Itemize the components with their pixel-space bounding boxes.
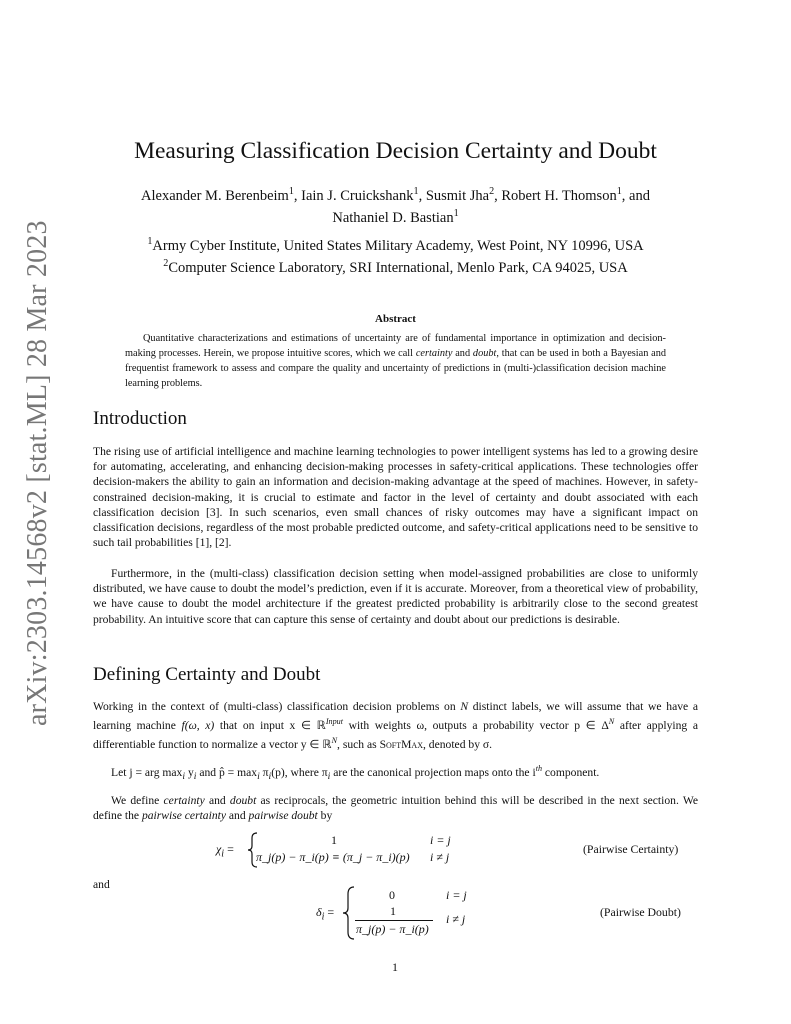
math: i [257, 771, 260, 783]
math: f(ω, x) [181, 719, 215, 733]
math-symbol: δ [316, 905, 322, 919]
equation-doubt-row1-cond [446, 888, 467, 903]
affil-mark: 1 [413, 186, 419, 197]
affiliations [70, 233, 721, 277]
equation-doubt-numerator: 1 [390, 904, 396, 918]
math: i [182, 771, 186, 783]
author-name: Alexander M. Berenbeim [141, 187, 289, 204]
text: π [259, 765, 269, 779]
math-symbol: i ≠ j [430, 850, 450, 864]
author-conjunction: , and [621, 187, 650, 204]
affil-text: Computer Science Laboratory, SRI International, Menlo Park, CA 94025, USA [168, 259, 628, 276]
text: after applying a differentiable function to normalize a vector y ∈ ℝ [93, 719, 698, 752]
text: y [185, 765, 194, 779]
abstract-text: Quantitative characterizations and estimations of uncertainty are of fundamental importance in optimization and decision-making processes. Herein, we propose intuitive scores, which we call [125, 333, 666, 359]
equation-label-certainty: (Pairwise Certainty) [583, 842, 679, 856]
author-line-1 [70, 183, 721, 205]
math: N [608, 717, 615, 727]
abstract-text: , that can be used in both a Bayesian and frequentist framework to assess and compare the quality and uncertainty of predictions in (multi-)classification decision machine learning problems. [125, 348, 667, 389]
text: with weights ω, outputs a probability vector p ∈ Δ [342, 719, 609, 733]
left-brace-icon [342, 886, 356, 940]
author-line-2 [70, 205, 721, 227]
term: pairwise certainty [141, 809, 226, 823]
abstract-body [125, 331, 666, 391]
math: i [327, 771, 331, 783]
intro-paragraph-2: Furthermore, in the (multi-class) classification decision setting when model-assigned probabilities are close to uniformly distributed, we have cause to doubt the model’s prediction, even if it is accurate. Moreover, from a theoretical view of probability, we have cause to doubt the model architecture if the greatest predicted probability is arbitrarily close to the second greatest probability. An intuitive score that can capture this sense of certainty and doubt about our predictions is desirable. [93, 567, 698, 626]
text: component. [542, 765, 600, 779]
text: that on input x ∈ ℝ [214, 719, 326, 733]
math: th [535, 764, 543, 773]
math: N [331, 736, 338, 746]
math-symbol: i = j [446, 888, 467, 902]
equation-doubt-lhs: $\delta_i$ = [316, 905, 335, 923]
math-symbol: i ≠ j [446, 912, 466, 926]
defining-paragraph-3 [93, 793, 698, 823]
affil-number: 1 [147, 236, 153, 247]
math: i [193, 771, 197, 783]
math: Input [325, 717, 343, 727]
math-symbol: π_j(p) − π_i(p) [356, 922, 429, 936]
equation-certainty-row1: 1 [331, 833, 337, 847]
text: Let j = arg max [111, 765, 183, 779]
author-name: Nathaniel D. Bastian [332, 209, 454, 226]
page-number: 1 [392, 960, 398, 974]
term: doubt [229, 794, 257, 807]
author-name: , Robert H. Thomson [494, 187, 617, 204]
term: pairwise doubt [248, 809, 318, 823]
equation-certainty-row2-cond [430, 850, 449, 865]
math-symbol: i [321, 911, 325, 923]
affil-mark: 1 [288, 186, 294, 197]
equation-certainty-lhs: $\chi_i$ = [216, 842, 234, 860]
text: , such as [337, 738, 380, 752]
author-name: , Iain J. Cruickshank [293, 187, 414, 204]
author-list [70, 183, 721, 227]
arxiv-identifier: arXiv:2303.14568v2 [stat.ML] 28 Mar 2023 [22, 220, 53, 726]
text: , denoted by σ. [423, 738, 493, 752]
text: by [317, 809, 333, 823]
text: are the canonical projection maps onto the i [330, 765, 536, 779]
text: as reciprocals, the geometric intuition behind this will be described in the next section. We define the [93, 794, 698, 823]
connector-text: and [93, 878, 110, 891]
affil-number: 2 [163, 257, 169, 269]
equation-doubt-row2-cond [446, 912, 465, 927]
math-symbol: π_j(p) − π_i(p) ≡ (π_j − π_i)(p) [256, 850, 410, 864]
equation-certainty-row2 [256, 850, 410, 865]
text: distinct labels, we will assume that we have a learning machine [93, 700, 698, 733]
abstract-term: certainty [415, 348, 453, 359]
equation-label-doubt: (Pairwise Doubt) [600, 905, 681, 919]
text: (p), where π [271, 765, 328, 779]
math-symbol: i [221, 848, 225, 860]
function-name: SoftMax [379, 738, 423, 752]
affil-mark: 1 [616, 186, 622, 197]
text: We define [111, 794, 164, 807]
math: i [268, 771, 272, 783]
equation-doubt-denominator [356, 922, 429, 937]
affil-text: Army Cyber Institute, United States Military Academy, West Point, NY 10996, USA [152, 237, 644, 254]
equation-doubt-row1: 0 [389, 888, 395, 902]
abstract-text: and [452, 348, 473, 359]
term: certainty [163, 794, 205, 807]
math-symbol: χ [216, 842, 222, 856]
fraction-bar [355, 920, 433, 921]
section-heading-introduction: Introduction [93, 408, 187, 429]
affil-mark: 2 [489, 186, 495, 197]
defining-paragraph-1 [93, 699, 698, 752]
affil-mark: 1 [453, 207, 459, 219]
intro-paragraph-1: The rising use of artificial intelligence and machine learning technologies to power intelligent systems has led to a growing desire for automating, accelerating, and enhancing decision-making processes in safety-critical applications. These technologies offer decision-makers the ability to gain an information and decision-making advantage at the speed of machines. However, in safety-constrained decision-making, it is crucial to estimate and factor in the level of certainty and doubt associated with each classification decision [3]. In such scenarios, even small chances of risky outcomes may have a significant impact on classification decisions, regardless of the most probable predicted outcome, and safety-critical applications need to be sensitive to such tail probabilities [1], [2]. [93, 445, 698, 550]
author-name: , Susmit Jha [418, 187, 490, 204]
text: and p̂ = max [196, 765, 258, 779]
math: N [460, 700, 469, 713]
section-heading-defining: Defining Certainty and Doubt [93, 664, 321, 685]
text: and [204, 794, 230, 807]
text: Working in the context of (multi-class) classification decision problems on [93, 700, 461, 713]
affiliation-2 [70, 255, 721, 277]
abstract-heading: Abstract [375, 313, 416, 325]
text: and [225, 809, 249, 823]
equation-certainty-row1-cond [430, 833, 451, 848]
math-symbol: i = j [430, 833, 451, 847]
paper-title: Measuring Classification Decision Certainty and Doubt [134, 138, 657, 164]
defining-paragraph-2 [93, 761, 698, 784]
abstract-term: doubt [472, 348, 497, 359]
affiliation-1 [70, 233, 721, 255]
